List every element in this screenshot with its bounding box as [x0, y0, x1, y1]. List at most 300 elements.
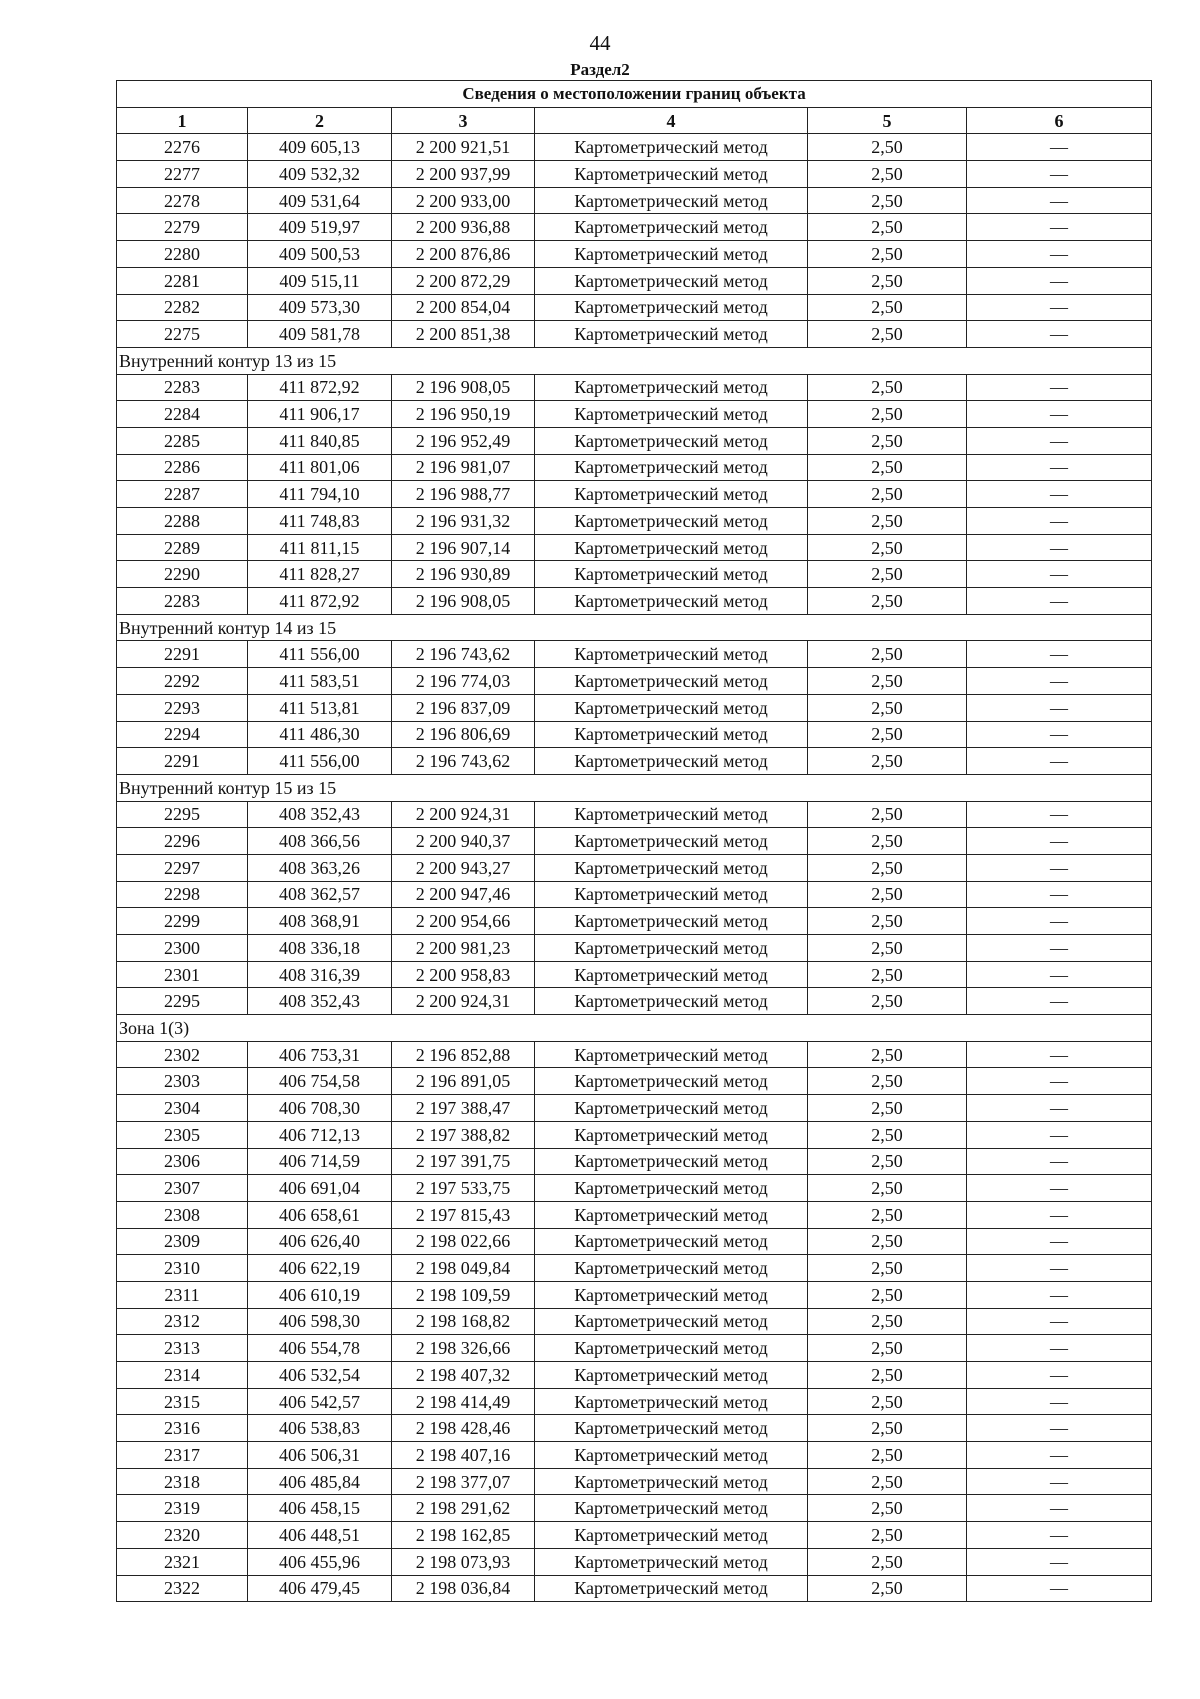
point-number-cell: 2311 — [117, 1281, 248, 1308]
note-cell: — — [967, 134, 1152, 161]
accuracy-cell: 2,50 — [808, 1228, 967, 1255]
x-coordinate-cell: 411 794,10 — [248, 481, 392, 508]
note-cell: — — [967, 241, 1152, 268]
method-cell: Картометрический метод — [535, 508, 808, 535]
accuracy-cell: 2,50 — [808, 1041, 967, 1068]
x-coordinate-cell: 411 556,00 — [248, 748, 392, 775]
point-number-cell: 2298 — [117, 881, 248, 908]
point-number-cell: 2290 — [117, 561, 248, 588]
method-cell: Картометрический метод — [535, 961, 808, 988]
method-cell: Картометрический метод — [535, 1308, 808, 1335]
note-cell: — — [967, 1335, 1152, 1362]
point-number-cell: 2304 — [117, 1095, 248, 1122]
y-coordinate-cell: 2 198 326,66 — [392, 1335, 535, 1362]
method-cell: Картометрический метод — [535, 1255, 808, 1282]
x-coordinate-cell: 411 840,85 — [248, 427, 392, 454]
table-row — [117, 214, 1152, 241]
y-coordinate-cell: 2 198 162,85 — [392, 1522, 535, 1549]
accuracy-cell: 2,50 — [808, 1495, 967, 1522]
table-row — [117, 321, 1152, 348]
accuracy-cell: 2,50 — [808, 561, 967, 588]
note-cell: — — [967, 1548, 1152, 1575]
note-cell: — — [967, 721, 1152, 748]
table-row — [117, 161, 1152, 188]
table-row — [117, 721, 1152, 748]
x-coordinate-cell: 409 519,97 — [248, 214, 392, 241]
x-coordinate-cell: 406 714,59 — [248, 1148, 392, 1175]
note-cell: — — [967, 935, 1152, 962]
table-row — [117, 828, 1152, 855]
note-cell: — — [967, 187, 1152, 214]
table-row — [117, 694, 1152, 721]
point-number-cell: 2291 — [117, 748, 248, 775]
x-coordinate-cell: 411 513,81 — [248, 694, 392, 721]
point-number-cell: 2285 — [117, 427, 248, 454]
table-row — [117, 1041, 1152, 1068]
accuracy-cell: 2,50 — [808, 401, 967, 428]
table-row — [117, 854, 1152, 881]
accuracy-cell: 2,50 — [808, 854, 967, 881]
column-number: 4 — [535, 107, 808, 134]
x-coordinate-cell: 409 581,78 — [248, 321, 392, 348]
table-row — [117, 988, 1152, 1015]
coordinates-table — [116, 80, 1152, 1602]
point-number-cell: 2280 — [117, 241, 248, 268]
method-cell: Картометрический метод — [535, 668, 808, 695]
table-row — [117, 881, 1152, 908]
x-coordinate-cell: 406 712,13 — [248, 1121, 392, 1148]
method-cell: Картометрический метод — [535, 321, 808, 348]
point-number-cell: 2282 — [117, 294, 248, 321]
table-row — [117, 1548, 1152, 1575]
method-cell: Картометрический метод — [535, 1201, 808, 1228]
y-coordinate-cell: 2 196 907,14 — [392, 534, 535, 561]
point-number-cell: 2281 — [117, 267, 248, 294]
y-coordinate-cell: 2 200 936,88 — [392, 214, 535, 241]
point-number-cell: 2316 — [117, 1415, 248, 1442]
method-cell: Картометрический метод — [535, 1388, 808, 1415]
y-coordinate-cell: 2 196 908,05 — [392, 374, 535, 401]
x-coordinate-cell: 411 872,92 — [248, 588, 392, 615]
y-coordinate-cell: 2 198 168,82 — [392, 1308, 535, 1335]
method-cell: Картометрический метод — [535, 187, 808, 214]
accuracy-cell: 2,50 — [808, 1415, 967, 1442]
point-number-cell: 2313 — [117, 1335, 248, 1362]
method-cell: Картометрический метод — [535, 1175, 808, 1202]
y-coordinate-cell: 2 198 407,32 — [392, 1362, 535, 1389]
column-number: 6 — [967, 107, 1152, 134]
table-row — [117, 935, 1152, 962]
method-cell: Картометрический метод — [535, 641, 808, 668]
accuracy-cell: 2,50 — [808, 267, 967, 294]
method-cell: Картометрический метод — [535, 534, 808, 561]
method-cell: Картометрический метод — [535, 561, 808, 588]
note-cell: — — [967, 1362, 1152, 1389]
caption-row — [117, 81, 1152, 108]
table-row — [117, 267, 1152, 294]
x-coordinate-cell: 411 486,30 — [248, 721, 392, 748]
y-coordinate-cell: 2 200 851,38 — [392, 321, 535, 348]
x-coordinate-cell: 406 485,84 — [248, 1468, 392, 1495]
y-coordinate-cell: 2 197 388,47 — [392, 1095, 535, 1122]
y-coordinate-cell: 2 196 950,19 — [392, 401, 535, 428]
table-row — [117, 668, 1152, 695]
accuracy-cell: 2,50 — [808, 161, 967, 188]
note-cell: — — [967, 161, 1152, 188]
y-coordinate-cell: 2 196 952,49 — [392, 427, 535, 454]
method-cell: Картометрический метод — [535, 374, 808, 401]
table-row — [117, 1255, 1152, 1282]
x-coordinate-cell: 411 811,15 — [248, 534, 392, 561]
column-number: 3 — [392, 107, 535, 134]
method-cell: Картометрический метод — [535, 1121, 808, 1148]
table-row — [117, 454, 1152, 481]
point-number-cell: 2295 — [117, 801, 248, 828]
note-cell: — — [967, 321, 1152, 348]
table-row — [117, 1362, 1152, 1389]
note-cell: — — [967, 481, 1152, 508]
section-title: Раздел2 — [570, 60, 630, 79]
y-coordinate-cell: 2 198 377,07 — [392, 1468, 535, 1495]
accuracy-cell: 2,50 — [808, 908, 967, 935]
method-cell: Картометрический метод — [535, 214, 808, 241]
note-cell: — — [967, 1175, 1152, 1202]
accuracy-cell: 2,50 — [808, 1201, 967, 1228]
x-coordinate-cell: 406 538,83 — [248, 1415, 392, 1442]
x-coordinate-cell: 406 610,19 — [248, 1281, 392, 1308]
accuracy-cell: 2,50 — [808, 828, 967, 855]
note-cell: — — [967, 1415, 1152, 1442]
y-coordinate-cell: 2 198 022,66 — [392, 1228, 535, 1255]
x-coordinate-cell: 409 605,13 — [248, 134, 392, 161]
method-cell: Картометрический метод — [535, 1548, 808, 1575]
point-number-cell: 2277 — [117, 161, 248, 188]
method-cell: Картометрический метод — [535, 1495, 808, 1522]
column-number: 1 — [117, 107, 248, 134]
y-coordinate-cell: 2 196 981,07 — [392, 454, 535, 481]
x-coordinate-cell: 409 573,30 — [248, 294, 392, 321]
note-cell: — — [967, 508, 1152, 535]
x-coordinate-cell: 411 556,00 — [248, 641, 392, 668]
point-number-cell: 2299 — [117, 908, 248, 935]
x-coordinate-cell: 409 515,11 — [248, 267, 392, 294]
accuracy-cell: 2,50 — [808, 134, 967, 161]
method-cell: Картометрический метод — [535, 161, 808, 188]
table-row — [117, 908, 1152, 935]
note-cell: — — [967, 374, 1152, 401]
method-cell: Картометрический метод — [535, 935, 808, 962]
y-coordinate-cell: 2 197 533,75 — [392, 1175, 535, 1202]
table-row — [117, 508, 1152, 535]
table-row — [117, 1068, 1152, 1095]
y-coordinate-cell: 2 197 391,75 — [392, 1148, 535, 1175]
y-coordinate-cell: 2 200 872,29 — [392, 267, 535, 294]
y-coordinate-cell: 2 196 774,03 — [392, 668, 535, 695]
table-row — [117, 1495, 1152, 1522]
note-cell: — — [967, 1281, 1152, 1308]
y-coordinate-cell: 2 196 743,62 — [392, 748, 535, 775]
point-number-cell: 2309 — [117, 1228, 248, 1255]
note-cell: — — [967, 961, 1152, 988]
note-cell: — — [967, 854, 1152, 881]
y-coordinate-cell: 2 200 924,31 — [392, 988, 535, 1015]
x-coordinate-cell: 406 626,40 — [248, 1228, 392, 1255]
note-cell: — — [967, 988, 1152, 1015]
point-number-cell: 2317 — [117, 1442, 248, 1469]
x-coordinate-cell: 406 554,78 — [248, 1335, 392, 1362]
table-row — [117, 1442, 1152, 1469]
y-coordinate-cell: 2 198 428,46 — [392, 1415, 535, 1442]
accuracy-cell: 2,50 — [808, 427, 967, 454]
group-row — [117, 614, 1152, 641]
note-cell: — — [967, 1468, 1152, 1495]
x-coordinate-cell: 406 753,31 — [248, 1041, 392, 1068]
x-coordinate-cell: 411 583,51 — [248, 668, 392, 695]
y-coordinate-cell: 2 198 049,84 — [392, 1255, 535, 1282]
table-row — [117, 134, 1152, 161]
table-row — [117, 1308, 1152, 1335]
note-cell: — — [967, 401, 1152, 428]
y-coordinate-cell: 2 197 388,82 — [392, 1121, 535, 1148]
table-row — [117, 1575, 1152, 1602]
accuracy-cell: 2,50 — [808, 294, 967, 321]
accuracy-cell: 2,50 — [808, 988, 967, 1015]
accuracy-cell: 2,50 — [808, 935, 967, 962]
method-cell: Картометрический метод — [535, 908, 808, 935]
y-coordinate-cell: 2 200 981,23 — [392, 935, 535, 962]
point-number-cell: 2291 — [117, 641, 248, 668]
point-number-cell: 2318 — [117, 1468, 248, 1495]
accuracy-cell: 2,50 — [808, 881, 967, 908]
table-row — [117, 1335, 1152, 1362]
note-cell: — — [967, 1041, 1152, 1068]
point-number-cell: 2283 — [117, 588, 248, 615]
table-row — [117, 534, 1152, 561]
accuracy-cell: 2,50 — [808, 214, 967, 241]
note-cell: — — [967, 641, 1152, 668]
accuracy-cell: 2,50 — [808, 241, 967, 268]
accuracy-cell: 2,50 — [808, 1442, 967, 1469]
page-number: 44 — [589, 31, 611, 55]
point-number-cell: 2302 — [117, 1041, 248, 1068]
y-coordinate-cell: 2 198 407,16 — [392, 1442, 535, 1469]
point-number-cell: 2279 — [117, 214, 248, 241]
table-body — [117, 134, 1152, 1602]
method-cell: Картометрический метод — [535, 588, 808, 615]
method-cell: Картометрический метод — [535, 988, 808, 1015]
y-coordinate-cell: 2 197 815,43 — [392, 1201, 535, 1228]
y-coordinate-cell: 2 200 943,27 — [392, 854, 535, 881]
note-cell: — — [967, 454, 1152, 481]
x-coordinate-cell: 408 352,43 — [248, 988, 392, 1015]
note-cell: — — [967, 828, 1152, 855]
y-coordinate-cell: 2 198 109,59 — [392, 1281, 535, 1308]
method-cell: Картометрический метод — [535, 694, 808, 721]
accuracy-cell: 2,50 — [808, 1362, 967, 1389]
point-number-cell: 2300 — [117, 935, 248, 962]
group-row — [117, 774, 1152, 801]
accuracy-cell: 2,50 — [808, 1148, 967, 1175]
y-coordinate-cell: 2 200 933,00 — [392, 187, 535, 214]
method-cell: Картометрический метод — [535, 267, 808, 294]
contour-heading: Внутренний контур 13 из 15 — [117, 347, 1152, 374]
y-coordinate-cell: 2 198 291,62 — [392, 1495, 535, 1522]
point-number-cell: 2287 — [117, 481, 248, 508]
point-number-cell: 2275 — [117, 321, 248, 348]
point-number-cell: 2295 — [117, 988, 248, 1015]
table-row — [117, 561, 1152, 588]
x-coordinate-cell: 408 362,57 — [248, 881, 392, 908]
accuracy-cell: 2,50 — [808, 721, 967, 748]
method-cell: Картометрический метод — [535, 481, 808, 508]
point-number-cell: 2288 — [117, 508, 248, 535]
column-number: 2 — [248, 107, 392, 134]
note-cell: — — [967, 881, 1152, 908]
contour-heading: Внутренний контур 15 из 15 — [117, 774, 1152, 801]
accuracy-cell: 2,50 — [808, 1281, 967, 1308]
x-coordinate-cell: 406 455,96 — [248, 1548, 392, 1575]
y-coordinate-cell: 2 200 954,66 — [392, 908, 535, 935]
method-cell: Картометрический метод — [535, 1575, 808, 1602]
x-coordinate-cell: 411 801,06 — [248, 454, 392, 481]
point-number-cell: 2307 — [117, 1175, 248, 1202]
accuracy-cell: 2,50 — [808, 1522, 967, 1549]
point-number-cell: 2315 — [117, 1388, 248, 1415]
accuracy-cell: 2,50 — [808, 694, 967, 721]
table-row — [117, 1522, 1152, 1549]
point-number-cell: 2320 — [117, 1522, 248, 1549]
accuracy-cell: 2,50 — [808, 668, 967, 695]
x-coordinate-cell: 411 828,27 — [248, 561, 392, 588]
y-coordinate-cell: 2 196 806,69 — [392, 721, 535, 748]
y-coordinate-cell: 2 196 931,32 — [392, 508, 535, 535]
note-cell: — — [967, 534, 1152, 561]
accuracy-cell: 2,50 — [808, 1388, 967, 1415]
accuracy-cell: 2,50 — [808, 748, 967, 775]
note-cell: — — [967, 588, 1152, 615]
note-cell: — — [967, 427, 1152, 454]
y-coordinate-cell: 2 196 743,62 — [392, 641, 535, 668]
note-cell: — — [967, 1575, 1152, 1602]
y-coordinate-cell: 2 196 852,88 — [392, 1041, 535, 1068]
method-cell: Картометрический метод — [535, 1041, 808, 1068]
point-number-cell: 2314 — [117, 1362, 248, 1389]
x-coordinate-cell: 406 691,04 — [248, 1175, 392, 1202]
table-row — [117, 374, 1152, 401]
point-number-cell: 2278 — [117, 187, 248, 214]
table-header — [117, 81, 1152, 134]
x-coordinate-cell: 408 336,18 — [248, 935, 392, 962]
y-coordinate-cell: 2 200 940,37 — [392, 828, 535, 855]
note-cell: — — [967, 748, 1152, 775]
table-row — [117, 1388, 1152, 1415]
x-coordinate-cell: 411 906,17 — [248, 401, 392, 428]
x-coordinate-cell: 406 448,51 — [248, 1522, 392, 1549]
method-cell: Картометрический метод — [535, 801, 808, 828]
y-coordinate-cell: 2 196 930,89 — [392, 561, 535, 588]
accuracy-cell: 2,50 — [808, 481, 967, 508]
y-coordinate-cell: 2 196 908,05 — [392, 588, 535, 615]
group-row — [117, 1015, 1152, 1042]
table-row — [117, 427, 1152, 454]
y-coordinate-cell: 2 200 958,83 — [392, 961, 535, 988]
accuracy-cell: 2,50 — [808, 1308, 967, 1335]
note-cell: — — [967, 1388, 1152, 1415]
point-number-cell: 2294 — [117, 721, 248, 748]
point-number-cell: 2308 — [117, 1201, 248, 1228]
x-coordinate-cell: 411 748,83 — [248, 508, 392, 535]
note-cell: — — [967, 668, 1152, 695]
point-number-cell: 2296 — [117, 828, 248, 855]
point-number-cell: 2292 — [117, 668, 248, 695]
y-coordinate-cell: 2 200 921,51 — [392, 134, 535, 161]
column-number-row — [117, 107, 1152, 134]
point-number-cell: 2293 — [117, 694, 248, 721]
accuracy-cell: 2,50 — [808, 1575, 967, 1602]
note-cell: — — [967, 1522, 1152, 1549]
x-coordinate-cell: 408 363,26 — [248, 854, 392, 881]
method-cell: Картометрический метод — [535, 1148, 808, 1175]
accuracy-cell: 2,50 — [808, 508, 967, 535]
x-coordinate-cell: 406 658,61 — [248, 1201, 392, 1228]
x-coordinate-cell: 406 506,31 — [248, 1442, 392, 1469]
table-row — [117, 1468, 1152, 1495]
accuracy-cell: 2,50 — [808, 534, 967, 561]
accuracy-cell: 2,50 — [808, 1335, 967, 1362]
y-coordinate-cell: 2 196 988,77 — [392, 481, 535, 508]
table-row — [117, 481, 1152, 508]
point-number-cell: 2276 — [117, 134, 248, 161]
note-cell: — — [967, 267, 1152, 294]
table-row — [117, 1228, 1152, 1255]
note-cell: — — [967, 561, 1152, 588]
note-cell: — — [967, 1495, 1152, 1522]
method-cell: Картометрический метод — [535, 1335, 808, 1362]
x-coordinate-cell: 408 352,43 — [248, 801, 392, 828]
table-row — [117, 801, 1152, 828]
x-coordinate-cell: 411 872,92 — [248, 374, 392, 401]
point-number-cell: 2319 — [117, 1495, 248, 1522]
contour-heading: Зона 1(3) — [117, 1015, 1152, 1042]
y-coordinate-cell: 2 196 837,09 — [392, 694, 535, 721]
accuracy-cell: 2,50 — [808, 1548, 967, 1575]
method-cell: Картометрический метод — [535, 427, 808, 454]
x-coordinate-cell: 406 754,58 — [248, 1068, 392, 1095]
point-number-cell: 2289 — [117, 534, 248, 561]
method-cell: Картометрический метод — [535, 828, 808, 855]
accuracy-cell: 2,50 — [808, 321, 967, 348]
table-row — [117, 1281, 1152, 1308]
accuracy-cell: 2,50 — [808, 801, 967, 828]
accuracy-cell: 2,50 — [808, 374, 967, 401]
point-number-cell: 2283 — [117, 374, 248, 401]
note-cell: — — [967, 1201, 1152, 1228]
accuracy-cell: 2,50 — [808, 187, 967, 214]
contour-heading: Внутренний контур 14 из 15 — [117, 614, 1152, 641]
note-cell: — — [967, 1308, 1152, 1335]
accuracy-cell: 2,50 — [808, 961, 967, 988]
point-number-cell: 2303 — [117, 1068, 248, 1095]
point-number-cell: 2310 — [117, 1255, 248, 1282]
method-cell: Картометрический метод — [535, 1068, 808, 1095]
method-cell: Картометрический метод — [535, 881, 808, 908]
column-number: 5 — [808, 107, 967, 134]
method-cell: Картометрический метод — [535, 1228, 808, 1255]
accuracy-cell: 2,50 — [808, 454, 967, 481]
note-cell: — — [967, 214, 1152, 241]
method-cell: Картометрический метод — [535, 854, 808, 881]
table-row — [117, 1175, 1152, 1202]
